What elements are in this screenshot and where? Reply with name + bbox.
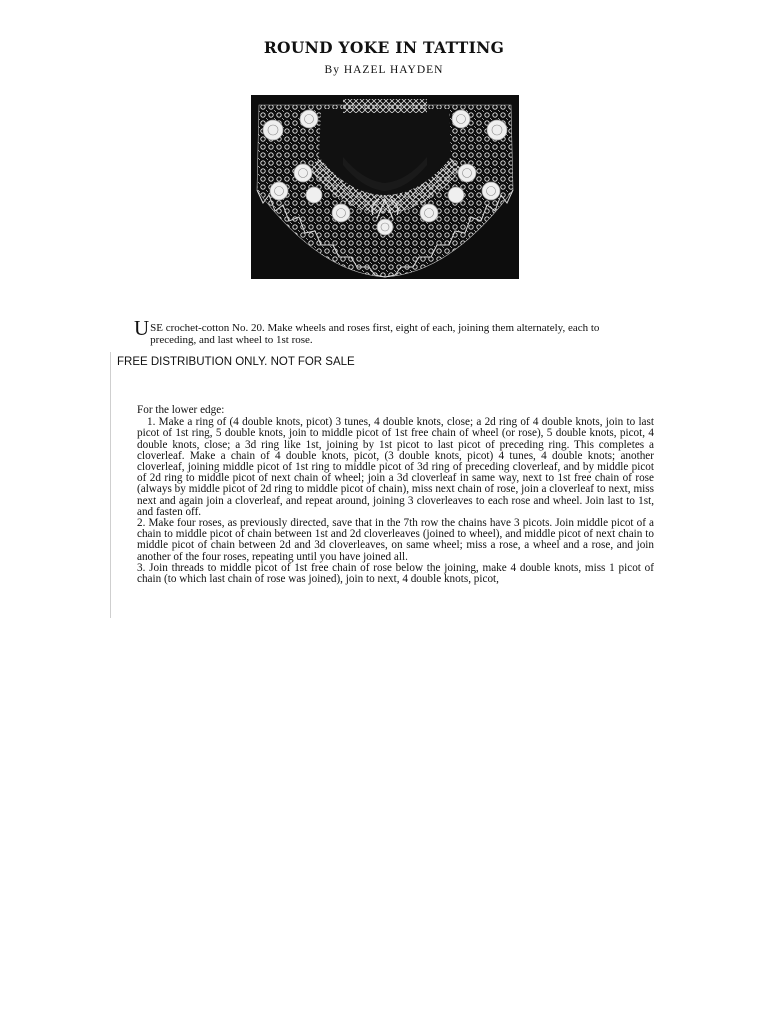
- drop-cap: U: [134, 316, 150, 340]
- scan-margin-line: [110, 352, 111, 618]
- section-heading: For the lower edge:: [137, 404, 225, 416]
- intro-text: SE crochet-cotton No. 20. Make wheels and roses first, eight of each, joining them alternately, each to preceding, and last wheel to 1st rose.: [150, 322, 600, 346]
- instructions-body: [137, 405, 654, 585]
- author-byline: By HAZEL HAYDEN: [324, 64, 444, 76]
- instruction-step-2: 2. Make four roses, as previously directed, save that in the 7th row the chains have 3 picots. Join middle picot of a chain to middle picot of chain between 1st and 2d cloverleaves (joined to wheel), and middle picot of next chain to middle picot of chain between 2d and 3d cloverleaves, on same wheel; miss a rose, a wheel and a rose, and join another of the four roses, repeating until you have joined all.: [137, 517, 654, 563]
- distribution-notice: FREE DISTRIBUTION ONLY. NOT FOR SALE: [117, 356, 355, 368]
- intro-paragraph: [134, 316, 634, 346]
- instruction-step-1: 1. Make a ring of (4 double knots, picot) 3 tunes, 4 double knots, close; a 2d ring of 4 double knots, join to last picot of 1st ring, 5 double knots, join to middle picot of 1st free chain of wheel (or rose), 5 double knots, picot, 4 double knots, close; a 3d ring like 1st, joining by 1st picot to last picot of preceding ring. This completes a cloverleaf. Make a chain of 4 double knots, picot, (3 double knots, picot) 4 tunes, 4 double knots; another cloverleaf, joining middle picot of 1st ring to middle picot of 3d ring of preceding cloverleaf, and by middle picot of 2d ring to middle picot of next chain of wheel; join a 3d cloverleaf in same way, next to 1st free chain of rose (always by middle picot of 2d ring to middle picot of chain), miss next chain of rose, join a cloverleaf to next, miss next and again join a cloverleaf, and repeat around, joining 3 cloverleaves to each rose and wheel. Join last to 1st, and fasten off.: [137, 416, 654, 518]
- tatted-yoke-illustration: [251, 95, 519, 279]
- yoke-photo: [251, 95, 519, 279]
- document-title: ROUND YOKE IN TATTING: [263, 38, 505, 57]
- instruction-step-3: 3. Join threads to middle picot of 1st free chain of rose below the joining, make 4 double knots, miss 1 picot of chain (to which last chain of rose was joined), join to next, 4 double knots, picot,: [137, 561, 654, 586]
